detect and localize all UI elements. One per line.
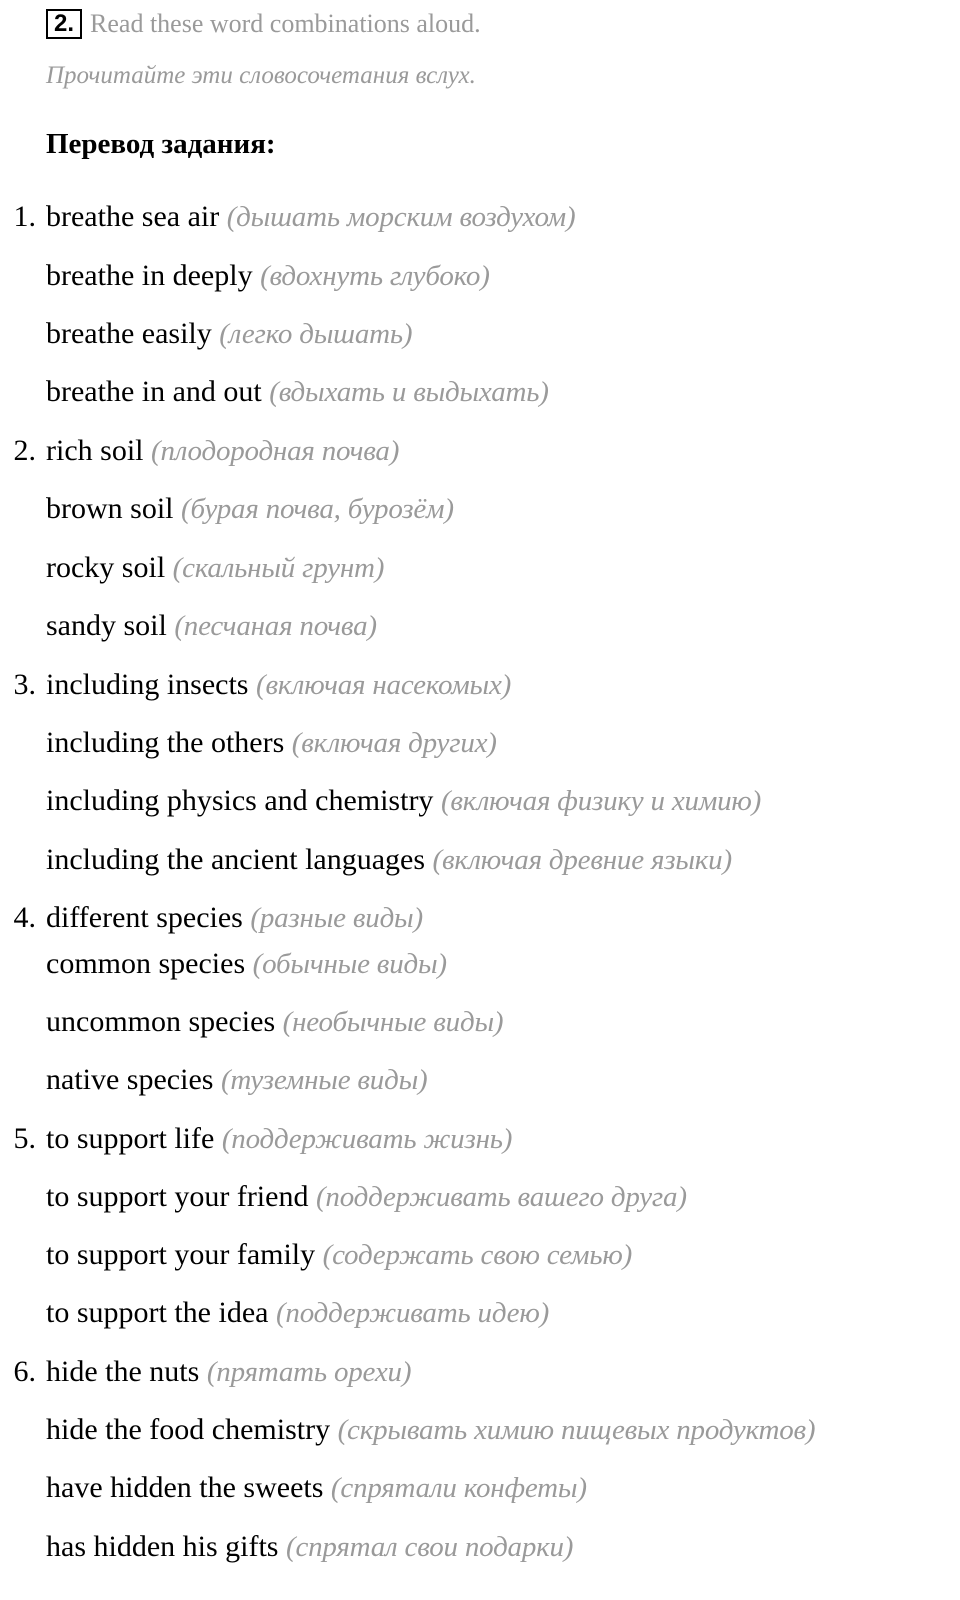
list-item [0, 1468, 960, 1508]
phrase-line [46, 781, 761, 821]
list-item [0, 1235, 960, 1275]
russian-translation: (песчаная почва) [174, 610, 377, 642]
english-phrase: brown soil [46, 492, 174, 525]
english-phrase: hide the food chemistry [46, 1413, 331, 1446]
russian-translation: (легко дышать) [219, 318, 413, 350]
english-phrase: to support your family [46, 1238, 316, 1271]
phrase-line [46, 1527, 573, 1567]
list-item [0, 256, 960, 296]
group-number: 1. [13, 200, 36, 233]
russian-translation: (туземные виды) [220, 1064, 428, 1096]
phrase-line [46, 1119, 512, 1159]
list-item [0, 372, 960, 412]
russian-translation: (обычные виды) [252, 948, 447, 980]
english-phrase: common species [46, 947, 246, 980]
english-phrase: including the ancient languages [46, 843, 426, 876]
english-phrase: breathe in and out [46, 375, 262, 408]
phrase-line [46, 1410, 815, 1450]
group-number: 4. [13, 901, 36, 934]
english-phrase: to support the idea [46, 1296, 269, 1329]
english-phrase: has hidden his gifts [46, 1530, 279, 1563]
list-item [0, 898, 960, 938]
phrase-line [46, 548, 384, 588]
russian-translation: (необычные виды) [282, 1006, 504, 1038]
list-item [0, 1177, 960, 1217]
phrase-line [46, 314, 412, 354]
russian-translation: (бурая почва, бурозём) [181, 493, 454, 525]
list-item [0, 1527, 960, 1567]
list-item [0, 1410, 960, 1450]
phrase-line [46, 1177, 687, 1217]
russian-translation: (скрывать химию пищевых продуктов) [337, 1414, 816, 1446]
list-item [0, 314, 960, 354]
group-number: 3. [13, 668, 36, 701]
russian-translation: (разные виды) [250, 902, 423, 934]
english-phrase: hide the nuts [46, 1355, 200, 1388]
section-title: Перевод задания: [46, 128, 276, 160]
russian-translation: (включая древние языки) [432, 844, 732, 876]
english-phrase: breathe easily [46, 317, 212, 350]
list-item [0, 1119, 960, 1159]
russian-translation: (поддерживать вашего друга) [315, 1181, 687, 1213]
english-phrase: rocky soil [46, 551, 166, 584]
list-item [0, 1352, 960, 1392]
group-number: 6. [13, 1355, 36, 1388]
english-phrase: native species [46, 1063, 214, 1096]
task-instruction-ru: Прочитайте эти словосочетания вслух. [46, 62, 476, 89]
russian-translation: (спрятали конфеты) [330, 1472, 587, 1504]
english-phrase: rich soil [46, 434, 144, 467]
phrase-line [46, 256, 490, 296]
phrase-line [46, 606, 377, 646]
russian-translation: (включая физику и химию) [440, 785, 762, 817]
phrase-line [46, 431, 399, 471]
list-item [0, 781, 960, 821]
russian-translation: (содержать свою семью) [322, 1239, 633, 1271]
russian-translation: (поддерживать жизнь) [221, 1123, 513, 1155]
phrase-line [46, 489, 454, 529]
phrase-line [46, 1002, 503, 1042]
english-phrase: breathe in deeply [46, 259, 253, 292]
phrase-line [46, 723, 497, 763]
russian-translation: (спрятал свои подарки) [286, 1531, 574, 1563]
english-phrase: have hidden the sweets [46, 1471, 324, 1504]
group-number: 5. [13, 1122, 36, 1155]
russian-translation: (дышать морским воздухом) [226, 201, 576, 233]
phrase-line [46, 1235, 632, 1275]
russian-translation: (вдыхать и выдыхать) [269, 376, 549, 408]
russian-translation: (плодородная почва) [151, 435, 400, 467]
phrase-line [46, 1468, 587, 1508]
phrase-line [46, 665, 511, 705]
task-number-box: 2. [46, 9, 82, 39]
russian-translation: (поддерживать идею) [275, 1297, 550, 1329]
list-item [0, 197, 960, 237]
task-header [46, 6, 481, 42]
list-item [0, 1002, 960, 1042]
english-phrase: uncommon species [46, 1005, 276, 1038]
group-number: 2. [13, 434, 36, 467]
phrase-line [46, 197, 575, 237]
russian-translation: (вдохнуть глубоко) [260, 260, 490, 292]
russian-translation: (включая других) [291, 727, 497, 759]
russian-translation: (скальный грунт) [172, 552, 385, 584]
russian-translation: (прятать орехи) [206, 1356, 412, 1388]
english-phrase: to support your friend [46, 1180, 309, 1213]
english-phrase: different species [46, 901, 243, 934]
phrase-line [46, 1352, 411, 1392]
list-item [0, 431, 960, 471]
list-item [0, 723, 960, 763]
phrase-line [46, 1060, 427, 1100]
phrase-line [46, 840, 732, 880]
phrase-line [46, 944, 447, 984]
english-phrase: to support life [46, 1122, 215, 1155]
list-item [0, 665, 960, 705]
english-phrase: sandy soil [46, 609, 167, 642]
english-phrase: including the others [46, 726, 285, 759]
russian-translation: (включая насекомых) [255, 669, 512, 701]
list-item [0, 606, 960, 646]
phrase-line [46, 372, 549, 412]
english-phrase: including physics and chemistry [46, 784, 434, 817]
task-instruction-en: Read these word combinations aloud. [90, 9, 481, 38]
phrase-line [46, 898, 423, 938]
list-item [0, 489, 960, 529]
list-item [0, 944, 960, 984]
english-phrase: breathe sea air [46, 200, 220, 233]
english-phrase: including insects [46, 668, 249, 701]
list-item [0, 1060, 960, 1100]
list-item [0, 840, 960, 880]
list-item [0, 1293, 960, 1333]
phrase-line [46, 1293, 549, 1333]
list-item [0, 548, 960, 588]
